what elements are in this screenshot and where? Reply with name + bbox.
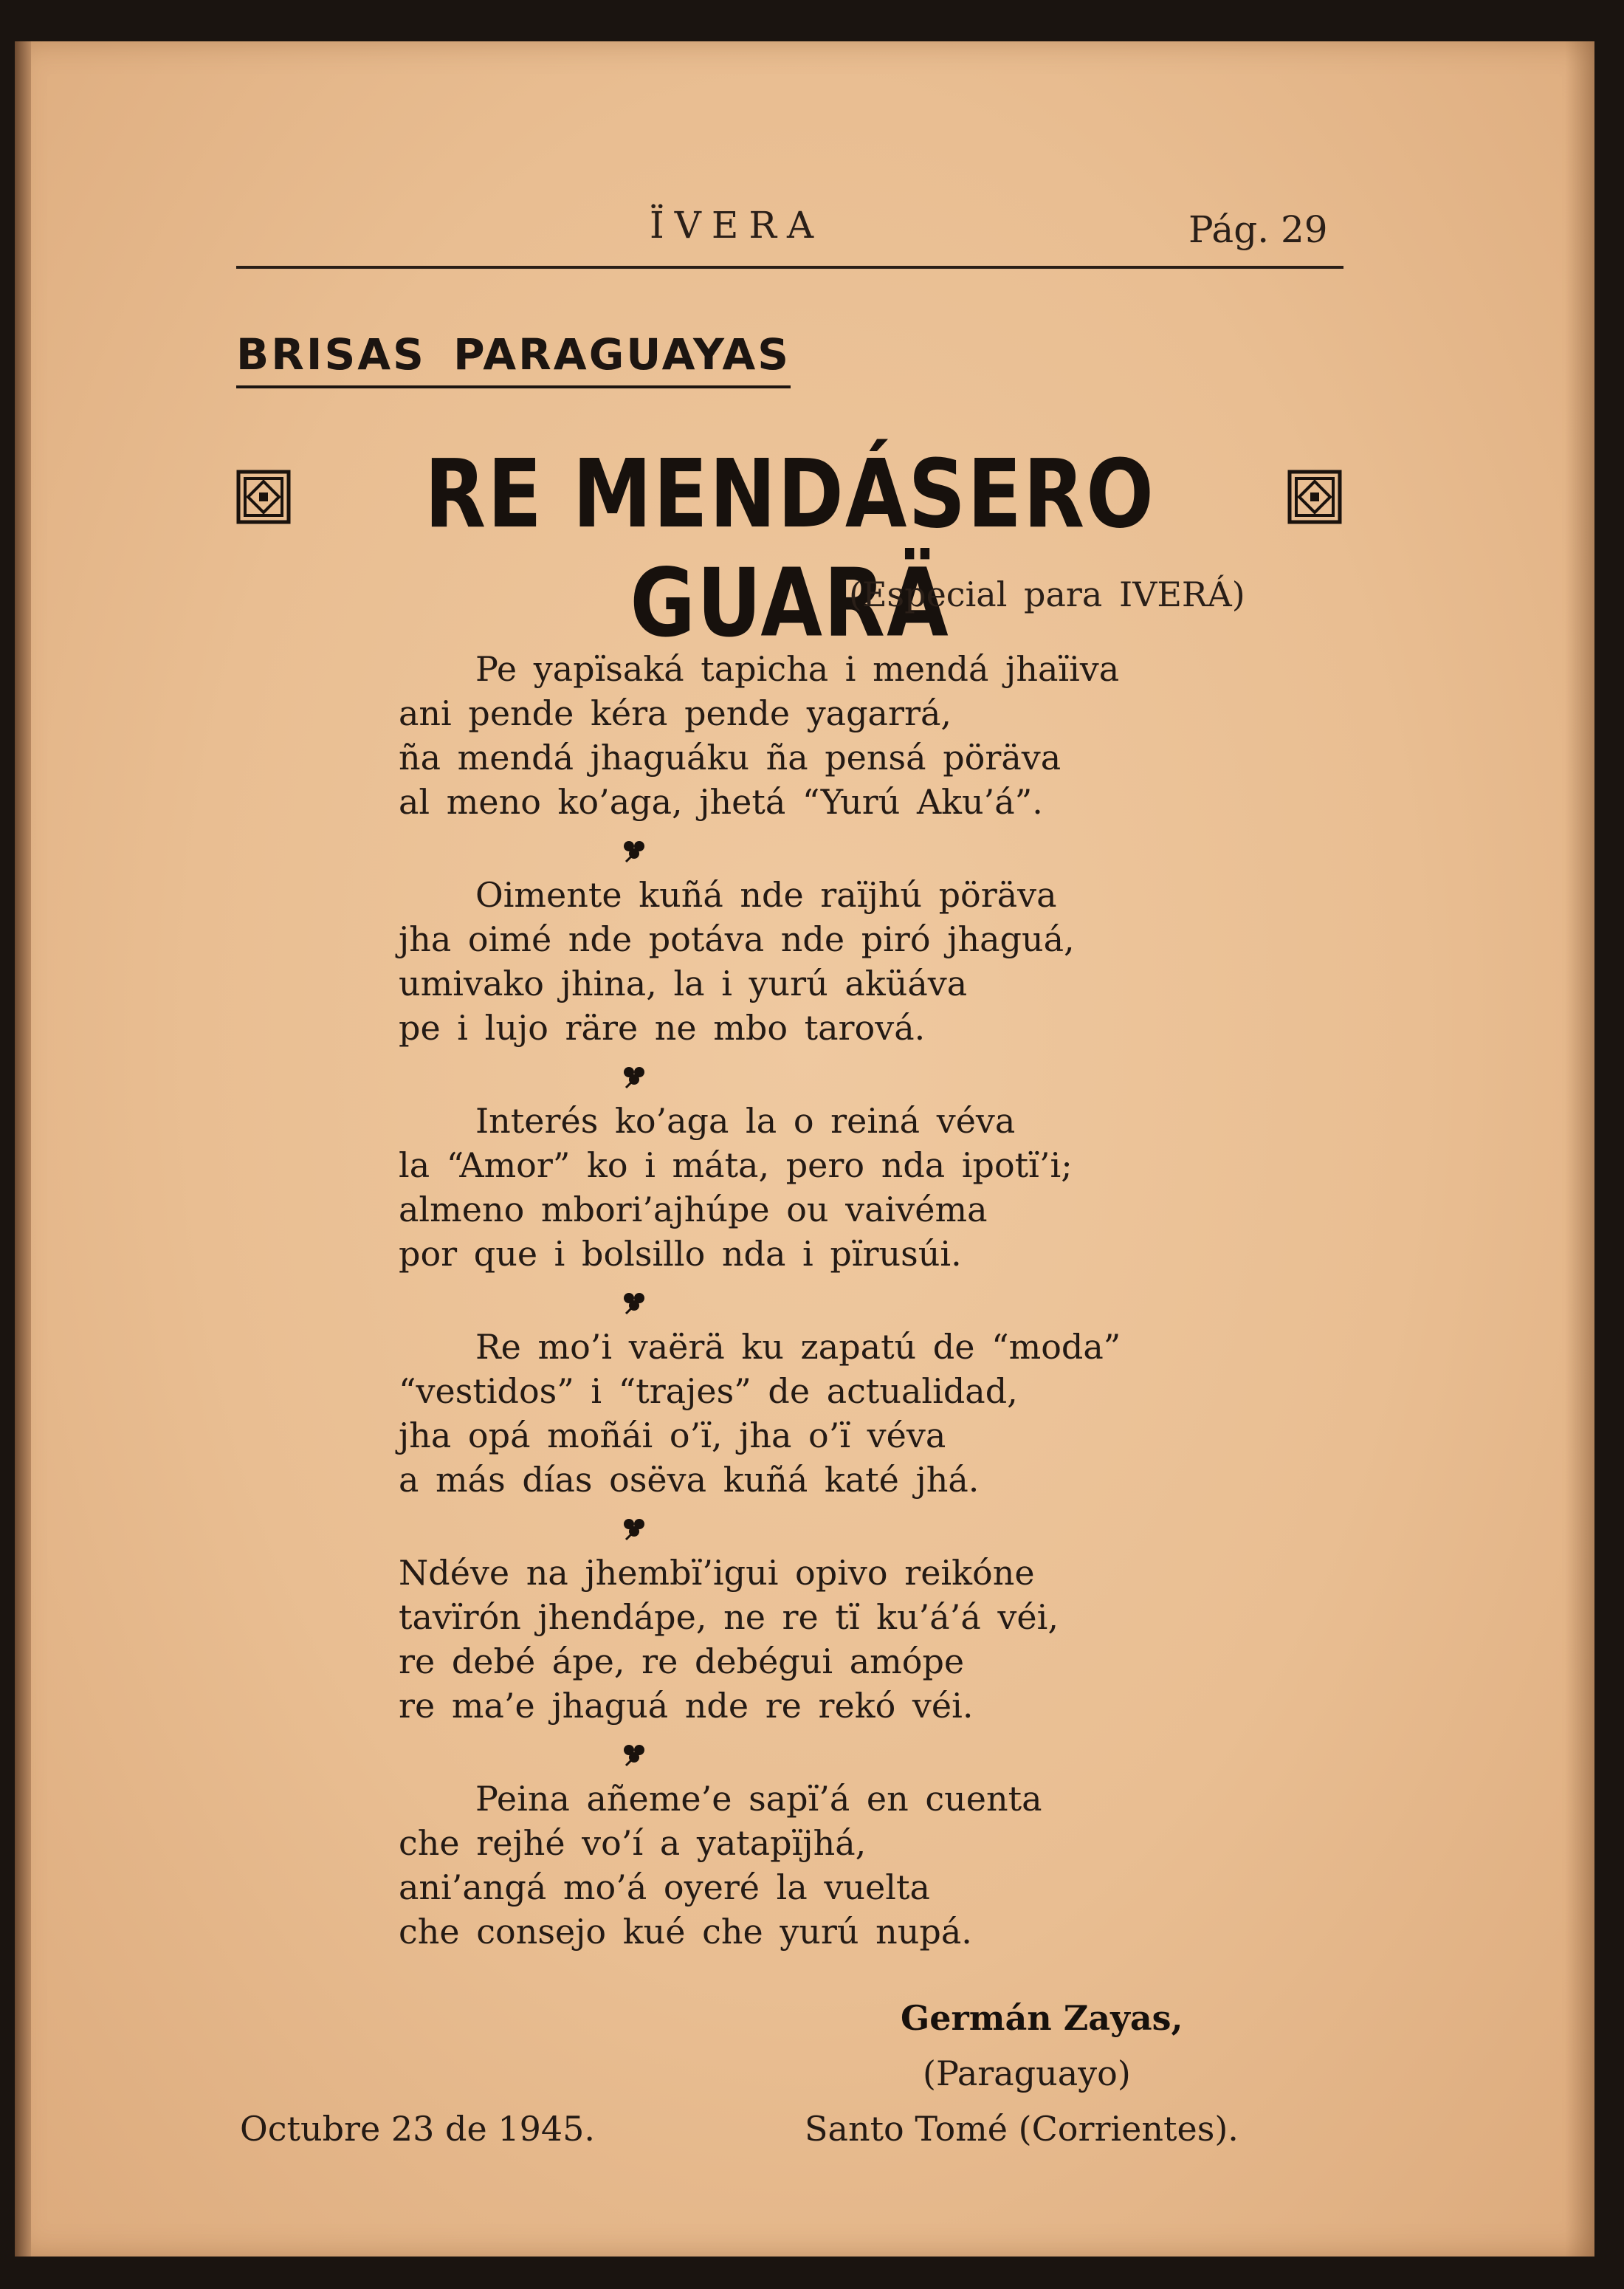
verse-line: re ma’e jhaguá nde re rekó véi. [399, 1686, 974, 1726]
stanza-separator-icon [399, 1502, 871, 1551]
poem-date: Octubre 23 de 1945. [240, 2109, 596, 2149]
page-number: Pág. 29 [1188, 208, 1328, 251]
verse-line: almeno mbori’ajhúpe ou vaivéma [399, 1190, 988, 1229]
verse-line: Oimente kuñá nde raïjhú pöräva [475, 875, 1057, 915]
dedication: (Especial para IVERÁ) [849, 574, 1245, 614]
stanza [399, 1777, 1284, 1954]
book-page [15, 41, 1594, 2257]
stanza [399, 1099, 1284, 1276]
verse-line: che consejo kué che yurú nupá. [399, 1912, 972, 1952]
verse-line: Interés ko’aga la o reiná véva [475, 1101, 1016, 1141]
verse-line: Re mo’i vaërä ku zapatú de “moda” [475, 1327, 1121, 1367]
stanza-separator-icon [399, 1728, 871, 1777]
author-name: Germán Zayas, [901, 1998, 1183, 2038]
verse-line: umivako jhina, la i yurú aküáva [399, 964, 968, 1003]
book-spine [15, 41, 31, 2257]
verse-line: ani pende kéra pende yagarrá, [399, 693, 952, 733]
verse-line: pe i lujo räre ne mbo tarová. [399, 1008, 926, 1048]
stanza [399, 1551, 1284, 1728]
ornament-right-icon [1287, 470, 1342, 524]
page-edge [1565, 41, 1594, 2257]
verse-line: jha oimé nde potáva nde piró jhaguá, [399, 919, 1075, 959]
header-rule [236, 266, 1343, 269]
verse-line: Pe yapïsaká tapicha i mendá jhaïiva [475, 649, 1120, 689]
stanza [399, 873, 1284, 1050]
verse-line: ani’angá mo’á oyeré la vuelta [399, 1867, 930, 1907]
author-origin: (Paraguayo) [923, 2053, 1131, 2093]
verse-line: che rejhé vo’í a yatapïjhá, [399, 1823, 867, 1863]
author-place: Santo Tomé (Corrientes). [805, 2109, 1239, 2149]
poem-body [399, 647, 1284, 1954]
verse-line: la “Amor” ko i máta, pero nda ipotï’i; [399, 1145, 1073, 1185]
poem-title: RE MENDÁSERO GUARÄ [424, 440, 1155, 658]
stanza [399, 1325, 1284, 1502]
section-heading: BRISAS PARAGUAYAS [236, 329, 791, 388]
stanza-separator-icon [399, 824, 871, 873]
verse-line: por que i bolsillo nda i pïrusúi. [399, 1234, 962, 1274]
verse-line: jha opá moñái o’ï, jha o’ï véva [399, 1415, 946, 1455]
stanza [399, 647, 1284, 824]
verse-line: tavïrón jhendápe, ne re tï ku’á’á véi, [399, 1597, 1059, 1637]
ornament-left-icon [236, 470, 291, 524]
verse-line: re debé ápe, re debégui amópe [399, 1641, 965, 1681]
stanza-separator-icon [399, 1050, 871, 1099]
verse-line: ña mendá jhaguáku ña pensá pöräva [399, 738, 1062, 778]
verse-line: al meno ko’aga, jhetá “Yurú Aku’á”. [399, 782, 1043, 822]
verse-line: “vestidos” i “trajes” de actualidad, [399, 1371, 1018, 1411]
verse-line: Ndéve na jhembï’igui opivo reikóne [399, 1553, 1035, 1593]
verse-line: a más días osëva kuñá katé jhá. [399, 1460, 980, 1500]
verse-line: Peina añeme’e sapï’á en cuenta [475, 1779, 1042, 1819]
magazine-title: ÏVERA [650, 204, 825, 247]
stanza-separator-icon [399, 1276, 871, 1325]
